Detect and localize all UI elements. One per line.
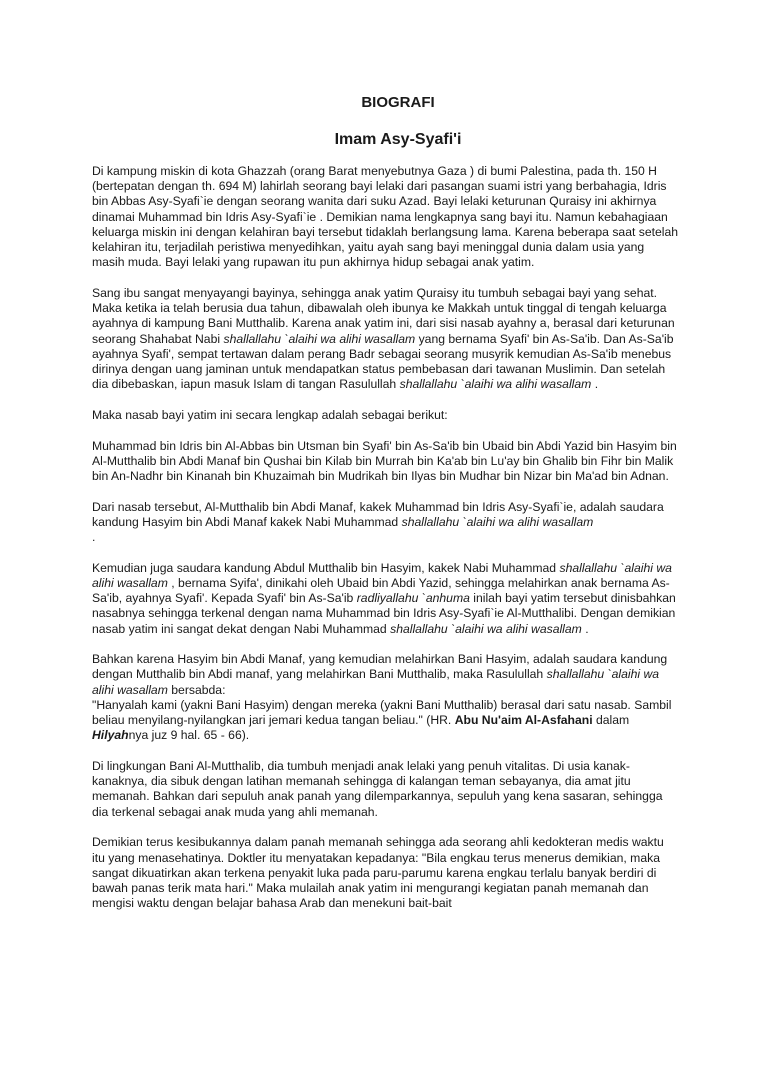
paragraph-8: Di lingkungan Bani Al-Mutthalib, dia tumbuh menjadi anak lelaki yang penuh vitalitas. Di usia kanak-kanaknya, dia sibuk dengan latihan memanah sehingga di kalangan teman sebayanya, dia amat jitu memanah. Bahkan dari sepuluh anak panah yang dilemparkannya, sepuluh yang kena sasaran, sehingga dia terkenal sebagai anak muda yang ahli memanah. — [92, 759, 663, 819]
paragraph-9: Demikian terus kesibukannya dalam panah memanah sehingga ada seorang ahli kedokteran medis waktu itu yang menasehatinya. Doktler itu menyatakan kepadanya: "Bila engkau terus menerus demikian, maka sangat dikuatirkan akan terkena penyakit luka pada paru-parumu karena engkau terlalu banyak berdiri di bawah panas terik mata hari." Maka mulailah anak yatim ini mengurangi kegiatan panah memanah dan mengisi waktu dengan belajar bahasa Arab dan menekuni bait-bait — [92, 835, 664, 911]
paragraph-7: Bahkan karena Hasyim bin Abdi Manaf, yang kemudian melahirkan Bani Hasyim, adalah saudara kandung dengan Mutthalib bin Abdi manaf, yang melahirkan Bani Mutthalib, maka Rasulullah shallallahu `alaihi wa alihi wasallam bersabda: "Hanyalah kami (yakni Bani Hasyim) dengan mereka (yakni Bani Mutthalib) berasal dari satu nasab. Sambil beliau menyilang-nyilangkan jari jemari kedua tangan beliau." (HR. Abu Nu'aim Al-Asfahani dalam Hilyahnya juz 9 hal. 65 - 66). — [92, 652, 672, 743]
paragraph-6: Kemudian juga saudara kandung Abdul Mutthalib bin Hasyim, kakek Nabi Muhammad shallallahu `alaihi wa alihi wasallam , bernama Syifa', dinikahi oleh Ubaid bin Abdi Yazid, sehingga melahirkan anak bernama As-Sa'ib, ayahnya Syafi'. Kepada Syafi' bin As-Sa'ib radliyallahu `anhuma inilah bayi yatim tersebut dinisbahkan nasabnya sehingga terkenal dengan nama Muhammad bin Idris Asy-Syafi`ie Al-Mutthalibi. Dengan demikian nasab yatim ini sangat dekat dengan Nabi Muhammad shallallahu `alaihi wa alihi wasallam . — [92, 560, 676, 636]
document-heading: BIOGRAFI — [361, 94, 435, 111]
paragraph-1: Di kampung miskin di kota Ghazzah (orang Barat menyebutnya Gaza ) di bumi Palestina, pada th. 150 H (bertepatan dengan th. 694 M) lahirlah seorang bayi lelaki dari pasangan suami istri yang berbahagia, Idris bin Abbas Asy-Syafi`ie dengan seorang wanita dari suku Azad. Bayi lelaki keturunan Quraisy ini akhirnya dinamai Muhammad bin Idris Asy-Syafi`ie . Demikian nama lengkapnya sang bayi itu. Namun kebahagiaan keluarga miskin ini dengan kelahiran bayi tersebut tidaklah berlangsung lama. Karena beberapa saat setelah kelahiran itu, terjadilah peristiwa menyedihkan, yaitu ayah sang bayi meninggal dunia dalam usia yang masih muda. Bayi lelaki yang rupawan itu pun akhirnya hidup sebagai anak yatim. — [92, 164, 679, 270]
paragraph-3: Maka nasab bayi yatim ini secara lengkap adalah sebagai berikut: — [92, 407, 448, 422]
document-subheading: Imam Asy-Syafi'i — [334, 131, 462, 148]
paragraph-2: Sang ibu sangat menyayangi bayinya, sehingga anak yatim Quraisy itu tumbuh sebagai bayi yang sehat. Maka ketika ia telah berusia dua tahun, dibawalah oleh ibunya ke Makkah untuk tinggal di tengah keluarga ayahnya di kampung Bani Mutthalib. Karena anak yatim ini, dari sisi nasab ayahny a, berasal dari keturunan seorang Shahabat Nabi shallallahu `alaihi wa alihi wasallam yang bernama Syafi' bin As-Sa'ib. Dan As-Sa'ib ayahnya Syafi', sempat tertawan dalam perang Badr sebagai seorang musyrik kemudian As-Sa'ib menebus dirinya dengan uang jaminan untuk mendapatkan status pembebasan dari tawanan Muslimin. Dan setelah dia dibebaskan, iapun masuk Islam di tangan Rasulullah shallallahu `alaihi wa alihi wasallam . — [92, 285, 675, 392]
paragraph-5: Dari nasab tersebut, Al-Mutthalib bin Abdi Manaf, kakek Muhammad bin Idris Asy-Syafi`ie, adalah saudara kandung Hasyim bin Abdi Manaf kakek Nabi Muhammad shallallahu `alaihi wa alihi wasallam . — [92, 499, 664, 545]
document-body — [92, 164, 680, 927]
paragraph-4: Muhammad bin Idris bin Al-Abbas bin Utsman bin Syafi' bin As-Sa'ib bin Ubaid bin Abdi Yazid bin Hasyim bin Al-Mutthalib bin Abdi Manaf bin Qushai bin Kilab bin Murrah bin Ka'ab bin Lu'ay bin Ghalib bin Fihr bin Malik bin An-Nadhr bin Kinanah bin Khuzaimah bin Mudrikah bin Ilyas bin Mudhar bin Nizar bin Ma'ad bin Adnan. — [92, 438, 677, 483]
